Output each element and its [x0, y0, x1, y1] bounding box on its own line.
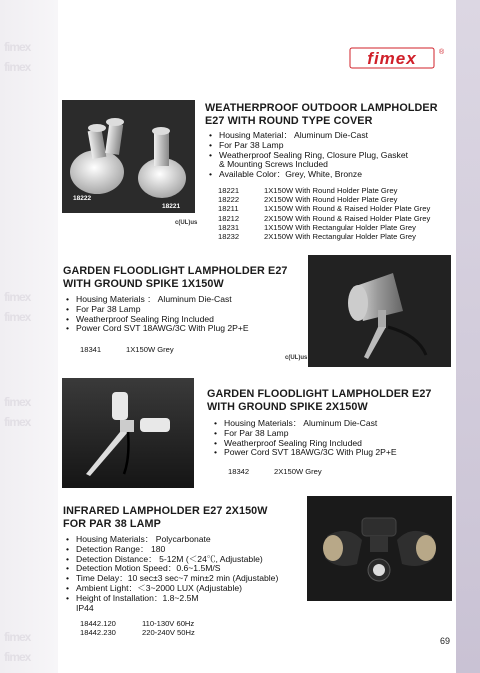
model-desc: 220-240V 50Hz	[142, 628, 195, 638]
model-code-table	[228, 467, 322, 476]
feature-item: • Detection Range： 180	[66, 545, 278, 555]
model-code-table	[218, 186, 430, 241]
watermark-text: fimex	[4, 395, 31, 409]
model-desc: 1X150W With Round Holder Plate Grey	[264, 186, 398, 195]
model-code-table	[80, 619, 195, 637]
product-photo-18342	[62, 378, 194, 488]
feature-item: • Housing Materials ： Aluminum Die-Cast	[66, 295, 249, 305]
model-code: 18342	[228, 467, 250, 476]
model-desc: 1X150W With Round & Raised Holder Plate Grey	[264, 204, 431, 214]
left-watermark-band	[0, 0, 58, 673]
feature-item: • For Par 38 Lamp	[66, 305, 249, 315]
title-line: WITH GROUND SPIKE 1X150W	[63, 277, 224, 290]
model-desc: 2X150W With Round & Raised Holder Plate Grey	[264, 213, 431, 223]
model-code: 18212	[218, 213, 240, 223]
feature-item: • Height of Installation：1.8~2.5M	[66, 594, 278, 604]
model-code-table	[80, 345, 174, 354]
model-row	[80, 619, 195, 628]
feature-item: IP44	[76, 602, 94, 613]
watermark-text: fimex	[4, 630, 31, 644]
feature-item: • Time Delay：10 sec±3 sec~7 min±2 min (Adjustable)	[66, 574, 278, 584]
model-code: 18232	[218, 232, 240, 242]
model-row	[218, 214, 430, 223]
feature-item: • Detection Distance： 5-12M (＜24℃, Adjustable)	[66, 555, 278, 565]
section-title-infrared	[63, 505, 268, 530]
model-row	[218, 223, 430, 232]
title-line: FOR PAR 38 LAMP	[63, 517, 161, 530]
photo-label-18221: 18221	[162, 203, 181, 210]
right-side-band	[456, 0, 480, 673]
ul-certification-mark: c(UL)us	[285, 355, 308, 361]
feature-item: • Housing Material： Aluminum Die-Cast	[209, 131, 408, 141]
product-photo-18442	[307, 496, 452, 601]
model-row	[218, 204, 430, 213]
title-line: WEATHERPROOF OUTDOOR LAMPHOLDER	[205, 102, 438, 114]
watermark-text: fimex	[4, 415, 31, 429]
feature-item: • Ambient Light：＜3~2000 LUX (Adjustable)	[66, 584, 278, 594]
model-row	[80, 345, 174, 354]
logo-text: fimex	[367, 49, 417, 68]
feature-item: • Weatherproof Sealing Ring Included	[214, 439, 397, 449]
model-desc: 2X150W With Round Holder Plate Grey	[264, 195, 398, 205]
watermark-text: fimex	[4, 310, 31, 324]
watermark-text: fimex	[4, 290, 31, 304]
model-row	[218, 195, 430, 204]
feature-list	[209, 131, 408, 180]
title-line: E27 WITH ROUND TYPE COVER	[205, 114, 373, 127]
model-row	[80, 628, 195, 637]
section-title-garden-2x150w	[207, 388, 432, 413]
model-row	[228, 467, 322, 476]
model-code: 18442.230	[80, 628, 116, 638]
feature-list	[66, 535, 278, 613]
feature-item: • Weatherproof Sealing Ring, Closure Plug, Gasket	[209, 151, 408, 161]
feature-item: • Weatherproof Sealing Ring Included	[66, 315, 249, 325]
feature-item: • Power Cord SVT 18AWG/3C With Plug 2P+E	[66, 324, 249, 334]
product-photo-18221-18222	[62, 100, 195, 213]
brand-logo	[348, 45, 448, 71]
feature-item: • For Par 38 Lamp	[209, 141, 408, 151]
model-code: 18211	[218, 204, 239, 214]
ul-certification-mark: c(UL)us	[175, 220, 198, 226]
model-code: 18221	[218, 186, 240, 195]
model-desc: 1X150W With Rectangular Holder Plate Grey	[264, 222, 416, 232]
feature-item: • Available Color：Grey, White, Bronze	[209, 170, 408, 180]
feature-item: • Detection Motion Speed：0.6~1.5M/S	[66, 564, 278, 574]
model-code: 18222	[218, 195, 240, 205]
title-line: GARDEN FLOODLIGHT LAMPHOLDER E27	[63, 265, 288, 277]
feature-item: • Housing Materials： Aluminum Die-Cast	[214, 419, 397, 429]
watermark-text: fimex	[4, 60, 31, 74]
page-number: 69	[440, 636, 451, 646]
product-photo-18341	[308, 255, 451, 367]
model-desc: 1X150W Grey	[126, 345, 174, 354]
model-code: 18442.120	[80, 619, 116, 628]
model-desc: 110-130V 60Hz	[142, 619, 195, 628]
feature-item: • Power Cord SVT 18AWG/3C With Plug 2P+E	[214, 448, 397, 458]
model-desc: 2X150W With Rectangular Holder Plate Grey	[264, 232, 416, 242]
watermark-text: fimex	[4, 650, 31, 664]
section-title-garden-1x150w	[63, 265, 288, 290]
feature-list	[66, 295, 249, 334]
model-desc: 2X150W Grey	[274, 467, 322, 476]
watermark-text: fimex	[4, 40, 31, 54]
title-line: GARDEN FLOODLIGHT LAMPHOLDER E27	[207, 388, 432, 400]
model-row	[218, 232, 430, 241]
feature-item: • For Par 38 Lamp	[214, 429, 397, 439]
title-line: WITH GROUND SPIKE 2X150W	[207, 400, 368, 413]
title-line: INFRARED LAMPHOLDER E27 2X150W	[63, 505, 268, 517]
model-row	[218, 186, 430, 195]
registered-mark: ®	[439, 49, 445, 56]
feature-list	[214, 419, 397, 458]
model-code: 18341	[80, 345, 102, 354]
photo-label-18222: 18222	[73, 195, 92, 202]
model-code: 18231	[218, 222, 240, 232]
feature-item: & Mounting Screws Included	[219, 159, 328, 170]
section-title-weatherproof	[205, 102, 438, 127]
feature-item: • Housing Materials： Polycarbonate	[66, 535, 278, 545]
